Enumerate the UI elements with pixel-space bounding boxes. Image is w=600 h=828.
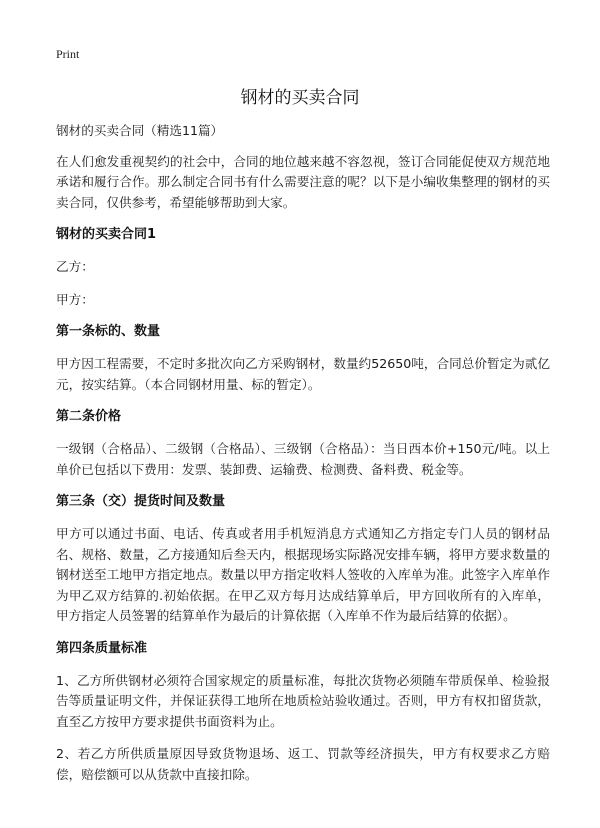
section-paragraph: 甲方因工程需要，不定时多批次向乙方采购钢材，数量约52650吨，合同总价暂定为贰亿元，按实结算。（本合同钢材用量、标的暂定）。 [56, 356, 550, 392]
section-paragraph: 1、乙方所供钢材必须符合国家规定的质量标准，每批次货物必须随车带质保单、检验报告等质量证明文件，并保证获得工地所在地质检站验收通过。否则，甲方有权扣留货款，直至乙方按甲方要求提供书面资料为止。 [56, 672, 550, 729]
section-heading: 第一条标的、数量 [56, 324, 161, 339]
section-paragraph: 2、若乙方所供质量原因导致货物退场、返工、罚款等经济损失，甲方有权要求乙方赔偿，赔偿额可以从货款中直接扣除。 [56, 746, 550, 782]
section-paragraph: 甲方可以通过书面、电话、传真或者用手机短消息方式通知乙方指定专门人员的钢材品名、规格、数量，乙方接通知后叁天内，根据现场实际路况安排车辆，将甲方要求数量的钢材送至工地甲方指定地点。数量以甲方指定收料人签收的入库单为准。此签字入库单作为甲乙双方结算的.初始依据。在甲乙双方每月达成结算单后，甲方回收所有的入库单，甲方指定人员签署的结算单作为最后的计算依据（入库单不作为最后结算的依据）。 [56, 526, 550, 623]
intro-paragraph: 在人们愈发重视契约的社会中，合同的地位越来越不容忽视，签订合同能促使双方规范地承诺和履行合作。那么制定合同书有什么需要注意的呢？以下是小编收集整理的钢材的买卖合同，仅供参考，希望能够帮助到大家。 [56, 153, 550, 210]
contract-heading: 钢材的买卖合同1 [56, 227, 157, 242]
section-heading: 第三条（交）提货时间及数量 [56, 494, 226, 509]
document-body [56, 121, 550, 785]
party-a-label: 甲方： [56, 291, 94, 307]
document-subtitle: 钢材的买卖合同（精选11篇） [56, 123, 224, 138]
section-paragraph: 一级钢（合格品）、二级钢（合格品）、三级钢（合格品）：当日西本价+150元/吨。以上单价已包括以下费用：发票、装卸费、运输费、检测费、备料费、税金等。 [56, 441, 550, 477]
page-title: 钢材的买卖合同 [240, 88, 360, 108]
section-heading: 第二条价格 [56, 409, 122, 424]
section-heading: 第四条质量标准 [56, 640, 148, 656]
print-label: Print [56, 47, 80, 61]
party-b-label: 乙方： [56, 259, 94, 274]
